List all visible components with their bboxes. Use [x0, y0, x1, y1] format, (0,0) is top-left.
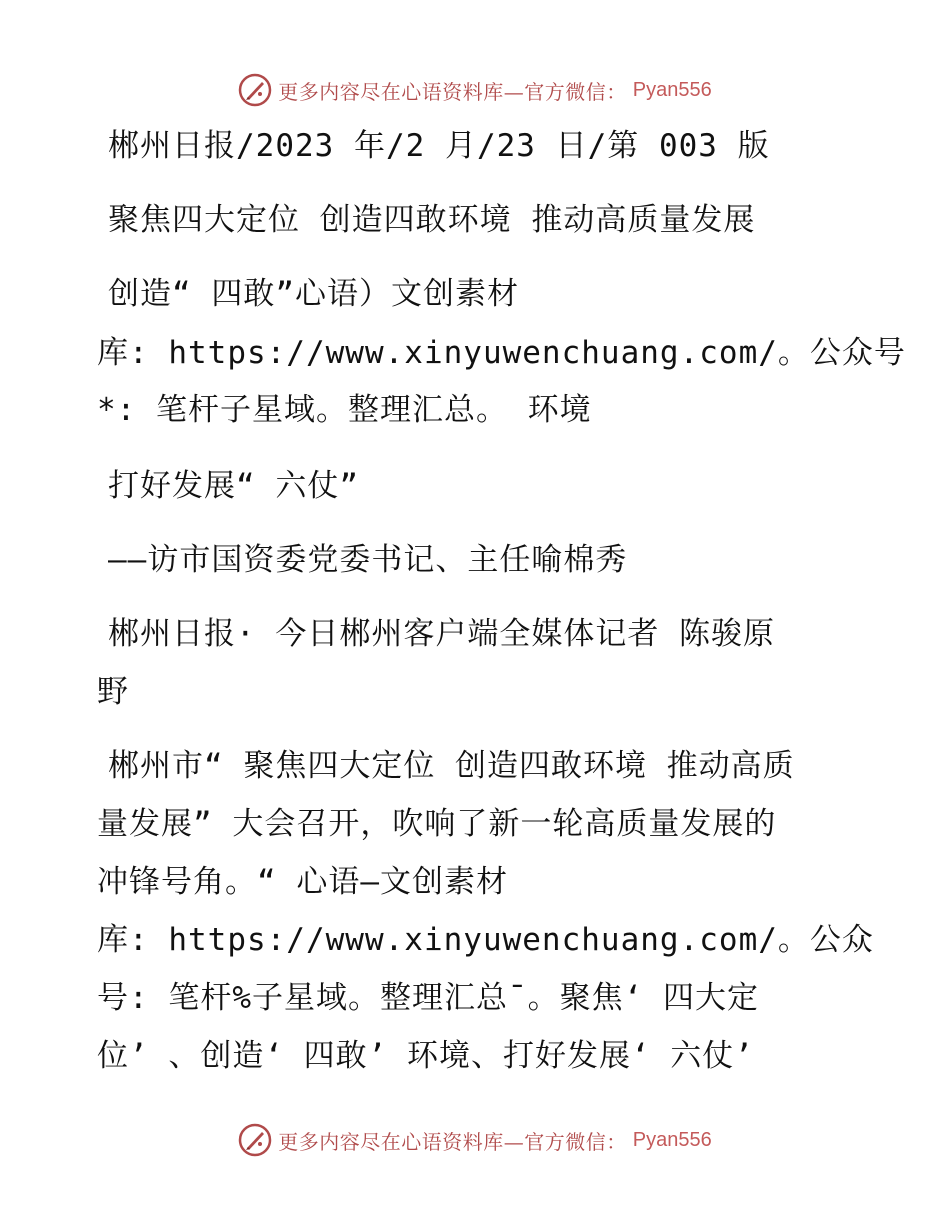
paragraph-line: 位’ 、创造‘ 四敢’ 环境、打好发展‘ 六仗’ [97, 1038, 754, 1074]
banner-text: 更多内容尽在心语资料库—官方微信： [278, 79, 627, 104]
publication-line: 郴州日报/2023 年/2 月/23 日/第 003 版 [108, 128, 770, 164]
footer-banner [0, 1120, 950, 1160]
paragraph-line: 量发展” 大会召开，吹响了新一轮高质量发展的 [97, 806, 777, 842]
banner-text: 更多内容尽在心语资料库—官方微信： [278, 1129, 627, 1154]
interview-byline: ——访市国资委党委书记、主任喻棉秀 [108, 542, 628, 578]
quill-pen-logo-icon [238, 1123, 272, 1157]
subheadline: 打好发展“ 六仗” [108, 468, 359, 504]
article-headline: 聚焦四大定位 创造四敢环境 推动高质量发展 [108, 202, 756, 238]
header-banner [0, 70, 950, 110]
reporter-line: 郴州日报· 今日郴州客户端全媒体记者 陈骏原 [108, 616, 775, 652]
banner-wechat-id: Pyan556 [632, 78, 712, 101]
text-line: 创造“ 四敢”心语）文创素材 [108, 276, 519, 312]
banner-wechat-id: Pyan556 [632, 1128, 712, 1151]
text-line: *: 笔杆子星域。整理汇总。 环境 [97, 392, 592, 428]
paragraph-line: 库: https://www.xinyuwenchuang.com/。公众 [97, 922, 874, 958]
text-line: 库: https://www.xinyuwenchuang.com/。公众号 [97, 335, 906, 371]
paragraph-line: 冲锋号角。“ 心语—文创素材 [97, 864, 508, 900]
paragraph-line: 号: 笔杆%子星域。整理汇总¯。聚焦‘ 四大定 [97, 980, 759, 1016]
paragraph-line: 郴州市“ 聚焦四大定位 创造四敢环境 推动高质 [108, 748, 795, 784]
text-line: 野 [97, 674, 129, 710]
quill-pen-logo-icon [238, 73, 272, 107]
